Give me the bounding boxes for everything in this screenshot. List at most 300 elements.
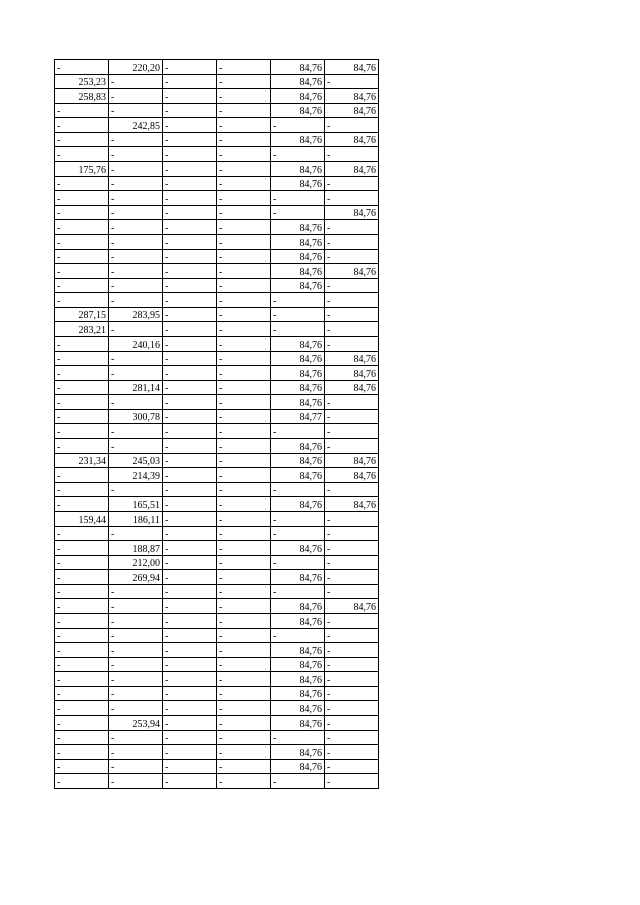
table-cell: 84,76	[271, 60, 325, 75]
table-cell: -	[325, 686, 379, 701]
table-cell: -	[55, 774, 109, 789]
table-cell: -	[271, 147, 325, 162]
table-row	[55, 482, 379, 497]
table-cell: -	[163, 482, 217, 497]
table-cell: 84,76	[271, 657, 325, 672]
table-row	[55, 424, 379, 439]
table-row	[55, 657, 379, 672]
table-cell: -	[109, 584, 163, 599]
table-cell: 84,76	[325, 468, 379, 483]
table-row	[55, 453, 379, 468]
table-cell: -	[109, 176, 163, 191]
table-cell: -	[217, 570, 271, 585]
table-row	[55, 584, 379, 599]
table-cell: -	[163, 220, 217, 235]
table-cell: -	[217, 643, 271, 658]
table-cell: 84,76	[271, 351, 325, 366]
table-cell: -	[55, 147, 109, 162]
table-cell: -	[217, 541, 271, 556]
table-cell: -	[109, 774, 163, 789]
table-cell: 84,76	[271, 220, 325, 235]
table-row	[55, 74, 379, 89]
table-row	[55, 220, 379, 235]
table-cell: -	[163, 497, 217, 512]
table-cell: -	[55, 220, 109, 235]
table-row	[55, 730, 379, 745]
table-cell: 84,76	[271, 701, 325, 716]
table-cell: -	[271, 774, 325, 789]
table-cell: -	[163, 526, 217, 541]
table-cell: -	[55, 103, 109, 118]
table-row	[55, 745, 379, 760]
table-row	[55, 541, 379, 556]
data-table	[54, 59, 379, 789]
table-row	[55, 162, 379, 177]
table-cell: 84,76	[271, 89, 325, 104]
table-cell: -	[163, 249, 217, 264]
table-cell: -	[109, 234, 163, 249]
table-cell: -	[163, 89, 217, 104]
table-cell: -	[271, 730, 325, 745]
table-cell: -	[163, 555, 217, 570]
table-cell: -	[55, 497, 109, 512]
table-cell: -	[163, 716, 217, 731]
table-cell: -	[109, 132, 163, 147]
table-cell: -	[163, 366, 217, 381]
table-cell: -	[55, 132, 109, 147]
table-cell: -	[163, 176, 217, 191]
table-cell: -	[55, 716, 109, 731]
table-cell: -	[55, 336, 109, 351]
table-cell: -	[109, 322, 163, 337]
table-cell: -	[325, 541, 379, 556]
table-cell: -	[217, 657, 271, 672]
table-cell: -	[163, 293, 217, 308]
table-row	[55, 89, 379, 104]
table-cell: -	[163, 730, 217, 745]
table-cell: -	[109, 613, 163, 628]
table-cell: -	[163, 60, 217, 75]
table-cell: 84,76	[325, 380, 379, 395]
table-cell: -	[163, 307, 217, 322]
table-cell: -	[217, 774, 271, 789]
table-cell: -	[55, 541, 109, 556]
table-cell: 84,76	[271, 103, 325, 118]
table-cell: 281,14	[109, 380, 163, 395]
table-cell: 231,34	[55, 453, 109, 468]
table-cell: -	[325, 526, 379, 541]
table-cell: -	[109, 701, 163, 716]
table-row	[55, 132, 379, 147]
table-cell: 258,83	[55, 89, 109, 104]
table-cell: -	[55, 745, 109, 760]
table-cell: -	[217, 234, 271, 249]
table-row	[55, 264, 379, 279]
table-cell: -	[325, 511, 379, 526]
table-cell: -	[163, 453, 217, 468]
table-cell: 84,76	[325, 264, 379, 279]
table-cell: -	[217, 672, 271, 687]
table-cell: 253,94	[109, 716, 163, 731]
table-cell: 84,76	[271, 599, 325, 614]
table-cell: -	[163, 132, 217, 147]
table-cell: -	[217, 322, 271, 337]
table-cell: -	[217, 351, 271, 366]
table-cell: -	[163, 672, 217, 687]
table-cell: -	[217, 74, 271, 89]
table-cell: -	[109, 264, 163, 279]
table-cell: -	[55, 351, 109, 366]
table-cell: -	[217, 439, 271, 454]
table-cell: -	[325, 424, 379, 439]
table-row	[55, 511, 379, 526]
table-row	[55, 322, 379, 337]
table-cell: -	[109, 366, 163, 381]
table-cell: 84,76	[325, 103, 379, 118]
table-cell: -	[163, 118, 217, 133]
table-cell: -	[163, 774, 217, 789]
table-cell: -	[55, 424, 109, 439]
table-cell: -	[217, 599, 271, 614]
table-cell: 84,76	[271, 249, 325, 264]
table-cell: 84,76	[325, 60, 379, 75]
table-cell: -	[163, 380, 217, 395]
table-cell: -	[217, 482, 271, 497]
table-cell: 240,16	[109, 336, 163, 351]
table-row	[55, 599, 379, 614]
table-cell: -	[163, 336, 217, 351]
table-cell: -	[109, 74, 163, 89]
table-cell: -	[325, 657, 379, 672]
table-row	[55, 176, 379, 191]
table-cell: 84,76	[271, 468, 325, 483]
table-row	[55, 380, 379, 395]
table-cell: -	[163, 278, 217, 293]
table-cell: -	[271, 584, 325, 599]
table-cell: -	[217, 89, 271, 104]
table-cell: -	[55, 584, 109, 599]
table-cell: -	[109, 278, 163, 293]
table-cell: -	[55, 278, 109, 293]
table-cell: 84,76	[271, 745, 325, 760]
table-row	[55, 60, 379, 75]
table-cell: 188,87	[109, 541, 163, 556]
table-cell: 84,76	[271, 264, 325, 279]
table-cell: -	[217, 453, 271, 468]
table-cell: 283,21	[55, 322, 109, 337]
table-cell: -	[163, 686, 217, 701]
table-cell: -	[163, 162, 217, 177]
table-row	[55, 716, 379, 731]
table-cell: -	[109, 745, 163, 760]
table-cell: 245,03	[109, 453, 163, 468]
table-row	[55, 613, 379, 628]
table-cell: -	[163, 468, 217, 483]
table-row	[55, 147, 379, 162]
table-cell: -	[163, 205, 217, 220]
table-cell: -	[109, 686, 163, 701]
table-cell: 253,23	[55, 74, 109, 89]
table-cell: -	[325, 278, 379, 293]
table-cell: -	[55, 249, 109, 264]
table-cell: -	[325, 439, 379, 454]
table-cell: -	[55, 380, 109, 395]
table-cell: -	[325, 643, 379, 658]
table-row	[55, 351, 379, 366]
table-cell: -	[325, 730, 379, 745]
table-cell: -	[109, 672, 163, 687]
table-cell: -	[217, 205, 271, 220]
table-cell: -	[163, 322, 217, 337]
table-cell: -	[217, 366, 271, 381]
table-cell: 84,76	[271, 380, 325, 395]
table-cell: -	[217, 613, 271, 628]
table-cell: -	[325, 293, 379, 308]
table-row	[55, 774, 379, 789]
table-row	[55, 409, 379, 424]
table-cell: -	[109, 351, 163, 366]
table-cell: -	[109, 759, 163, 774]
table-row	[55, 701, 379, 716]
table-cell: -	[325, 191, 379, 206]
table-cell: -	[217, 60, 271, 75]
table-cell: 84,76	[271, 497, 325, 512]
table-cell: -	[271, 293, 325, 308]
table-cell: -	[325, 701, 379, 716]
table-row	[55, 278, 379, 293]
table-cell: -	[217, 716, 271, 731]
table-cell: -	[55, 686, 109, 701]
table-cell: 84,76	[325, 497, 379, 512]
table-row	[55, 759, 379, 774]
table-cell: 84,76	[271, 132, 325, 147]
table-cell: -	[271, 424, 325, 439]
table-cell: -	[55, 701, 109, 716]
table-row	[55, 307, 379, 322]
table-cell: -	[217, 118, 271, 133]
table-cell: -	[217, 191, 271, 206]
table-cell: 84,76	[271, 74, 325, 89]
table-cell: 84,76	[271, 613, 325, 628]
table-cell: -	[217, 628, 271, 643]
table-row	[55, 497, 379, 512]
table-cell: -	[109, 89, 163, 104]
table-cell: -	[217, 701, 271, 716]
table-cell: -	[163, 643, 217, 658]
table-cell: -	[109, 643, 163, 658]
table-cell: -	[217, 730, 271, 745]
table-row	[55, 205, 379, 220]
table-row	[55, 628, 379, 643]
table-cell: -	[217, 307, 271, 322]
table-cell: 84,76	[325, 162, 379, 177]
table-row	[55, 249, 379, 264]
table-cell: 159,44	[55, 511, 109, 526]
table-cell: 84,76	[325, 89, 379, 104]
table-cell: -	[163, 759, 217, 774]
table-cell: 175,76	[55, 162, 109, 177]
table-cell: -	[271, 628, 325, 643]
table-row	[55, 686, 379, 701]
table-cell: -	[55, 176, 109, 191]
table-cell: -	[163, 584, 217, 599]
table-cell: -	[109, 293, 163, 308]
table-row	[55, 234, 379, 249]
table-cell: -	[163, 541, 217, 556]
table-cell: -	[109, 526, 163, 541]
table-cell: -	[55, 643, 109, 658]
table-cell: -	[217, 409, 271, 424]
table-cell: -	[109, 439, 163, 454]
table-cell: 165,51	[109, 497, 163, 512]
data-table-body	[55, 60, 379, 789]
table-cell: -	[217, 249, 271, 264]
table-cell: -	[217, 103, 271, 118]
table-cell: -	[163, 511, 217, 526]
table-cell: -	[325, 745, 379, 760]
table-row	[55, 570, 379, 585]
table-cell: 220,20	[109, 60, 163, 75]
table-cell: 84,76	[271, 570, 325, 585]
table-cell: 84,76	[271, 759, 325, 774]
table-cell: -	[217, 162, 271, 177]
table-cell: -	[109, 482, 163, 497]
table-cell: 84,76	[271, 162, 325, 177]
table-cell: -	[271, 118, 325, 133]
table-cell: -	[217, 526, 271, 541]
table-row	[55, 191, 379, 206]
table-cell: 84,76	[271, 686, 325, 701]
table-cell: 84,76	[271, 366, 325, 381]
table-cell: -	[325, 759, 379, 774]
table-cell: -	[163, 234, 217, 249]
table-cell: -	[271, 526, 325, 541]
table-cell: 84,76	[325, 205, 379, 220]
table-cell: -	[163, 599, 217, 614]
table-cell: -	[217, 584, 271, 599]
table-cell: -	[271, 555, 325, 570]
table-cell: -	[325, 234, 379, 249]
table-cell: -	[325, 570, 379, 585]
table-cell: 214,39	[109, 468, 163, 483]
table-cell: -	[163, 701, 217, 716]
table-cell: -	[55, 234, 109, 249]
table-cell: -	[163, 191, 217, 206]
table-cell: -	[55, 191, 109, 206]
table-cell: -	[325, 628, 379, 643]
table-cell: -	[109, 147, 163, 162]
table-cell: -	[55, 118, 109, 133]
table-cell: 84,76	[325, 351, 379, 366]
table-cell: 84,76	[271, 278, 325, 293]
table-cell: -	[325, 613, 379, 628]
table-cell: -	[217, 132, 271, 147]
table-cell: -	[163, 570, 217, 585]
table-cell: -	[325, 176, 379, 191]
table-cell: -	[325, 672, 379, 687]
table-cell: -	[217, 278, 271, 293]
table-cell: -	[163, 628, 217, 643]
table-cell: 212,00	[109, 555, 163, 570]
table-cell: -	[55, 409, 109, 424]
table-cell: -	[217, 468, 271, 483]
table-cell: -	[217, 176, 271, 191]
table-cell: -	[163, 745, 217, 760]
table-cell: -	[217, 336, 271, 351]
table-cell: -	[217, 220, 271, 235]
table-cell: -	[325, 395, 379, 410]
table-cell: -	[271, 511, 325, 526]
table-cell: -	[109, 628, 163, 643]
table-cell: -	[55, 730, 109, 745]
table-cell: 84,77	[271, 409, 325, 424]
table-cell: -	[271, 191, 325, 206]
table-cell: -	[55, 366, 109, 381]
table-cell: -	[55, 395, 109, 410]
table-cell: -	[163, 424, 217, 439]
table-cell: -	[55, 759, 109, 774]
table-cell: -	[55, 613, 109, 628]
table-cell: -	[217, 424, 271, 439]
table-cell: -	[55, 60, 109, 75]
table-cell: 242,85	[109, 118, 163, 133]
table-cell: -	[217, 264, 271, 279]
table-row	[55, 366, 379, 381]
table-cell: -	[55, 468, 109, 483]
table-cell: -	[55, 672, 109, 687]
table-row	[55, 526, 379, 541]
table-cell: 84,76	[325, 453, 379, 468]
table-row	[55, 672, 379, 687]
table-cell: -	[217, 380, 271, 395]
table-cell: -	[325, 74, 379, 89]
table-row	[55, 395, 379, 410]
table-cell: -	[55, 526, 109, 541]
table-row	[55, 468, 379, 483]
table-cell: -	[55, 555, 109, 570]
table-row	[55, 439, 379, 454]
table-cell: 84,76	[271, 234, 325, 249]
table-row	[55, 643, 379, 658]
table-cell: -	[325, 307, 379, 322]
table-cell: -	[325, 336, 379, 351]
table-cell: -	[55, 205, 109, 220]
table-cell: 287,15	[55, 307, 109, 322]
table-cell: -	[109, 205, 163, 220]
table-cell: -	[55, 628, 109, 643]
table-cell: 186,11	[109, 511, 163, 526]
table-cell: 84,76	[271, 453, 325, 468]
table-cell: -	[109, 249, 163, 264]
table-cell: 300,78	[109, 409, 163, 424]
table-cell: -	[325, 220, 379, 235]
table-cell: 269,94	[109, 570, 163, 585]
table-cell: -	[271, 482, 325, 497]
table-cell: -	[271, 307, 325, 322]
table-cell: -	[109, 103, 163, 118]
table-cell: -	[325, 482, 379, 497]
table-cell: 84,76	[271, 176, 325, 191]
table-cell: -	[109, 599, 163, 614]
table-cell: -	[109, 730, 163, 745]
table-cell: 84,76	[271, 672, 325, 687]
table-cell: -	[325, 584, 379, 599]
table-cell: 283,95	[109, 307, 163, 322]
table-cell: -	[325, 249, 379, 264]
table-cell: -	[163, 351, 217, 366]
table-cell: 84,76	[271, 439, 325, 454]
table-cell: 84,76	[271, 541, 325, 556]
